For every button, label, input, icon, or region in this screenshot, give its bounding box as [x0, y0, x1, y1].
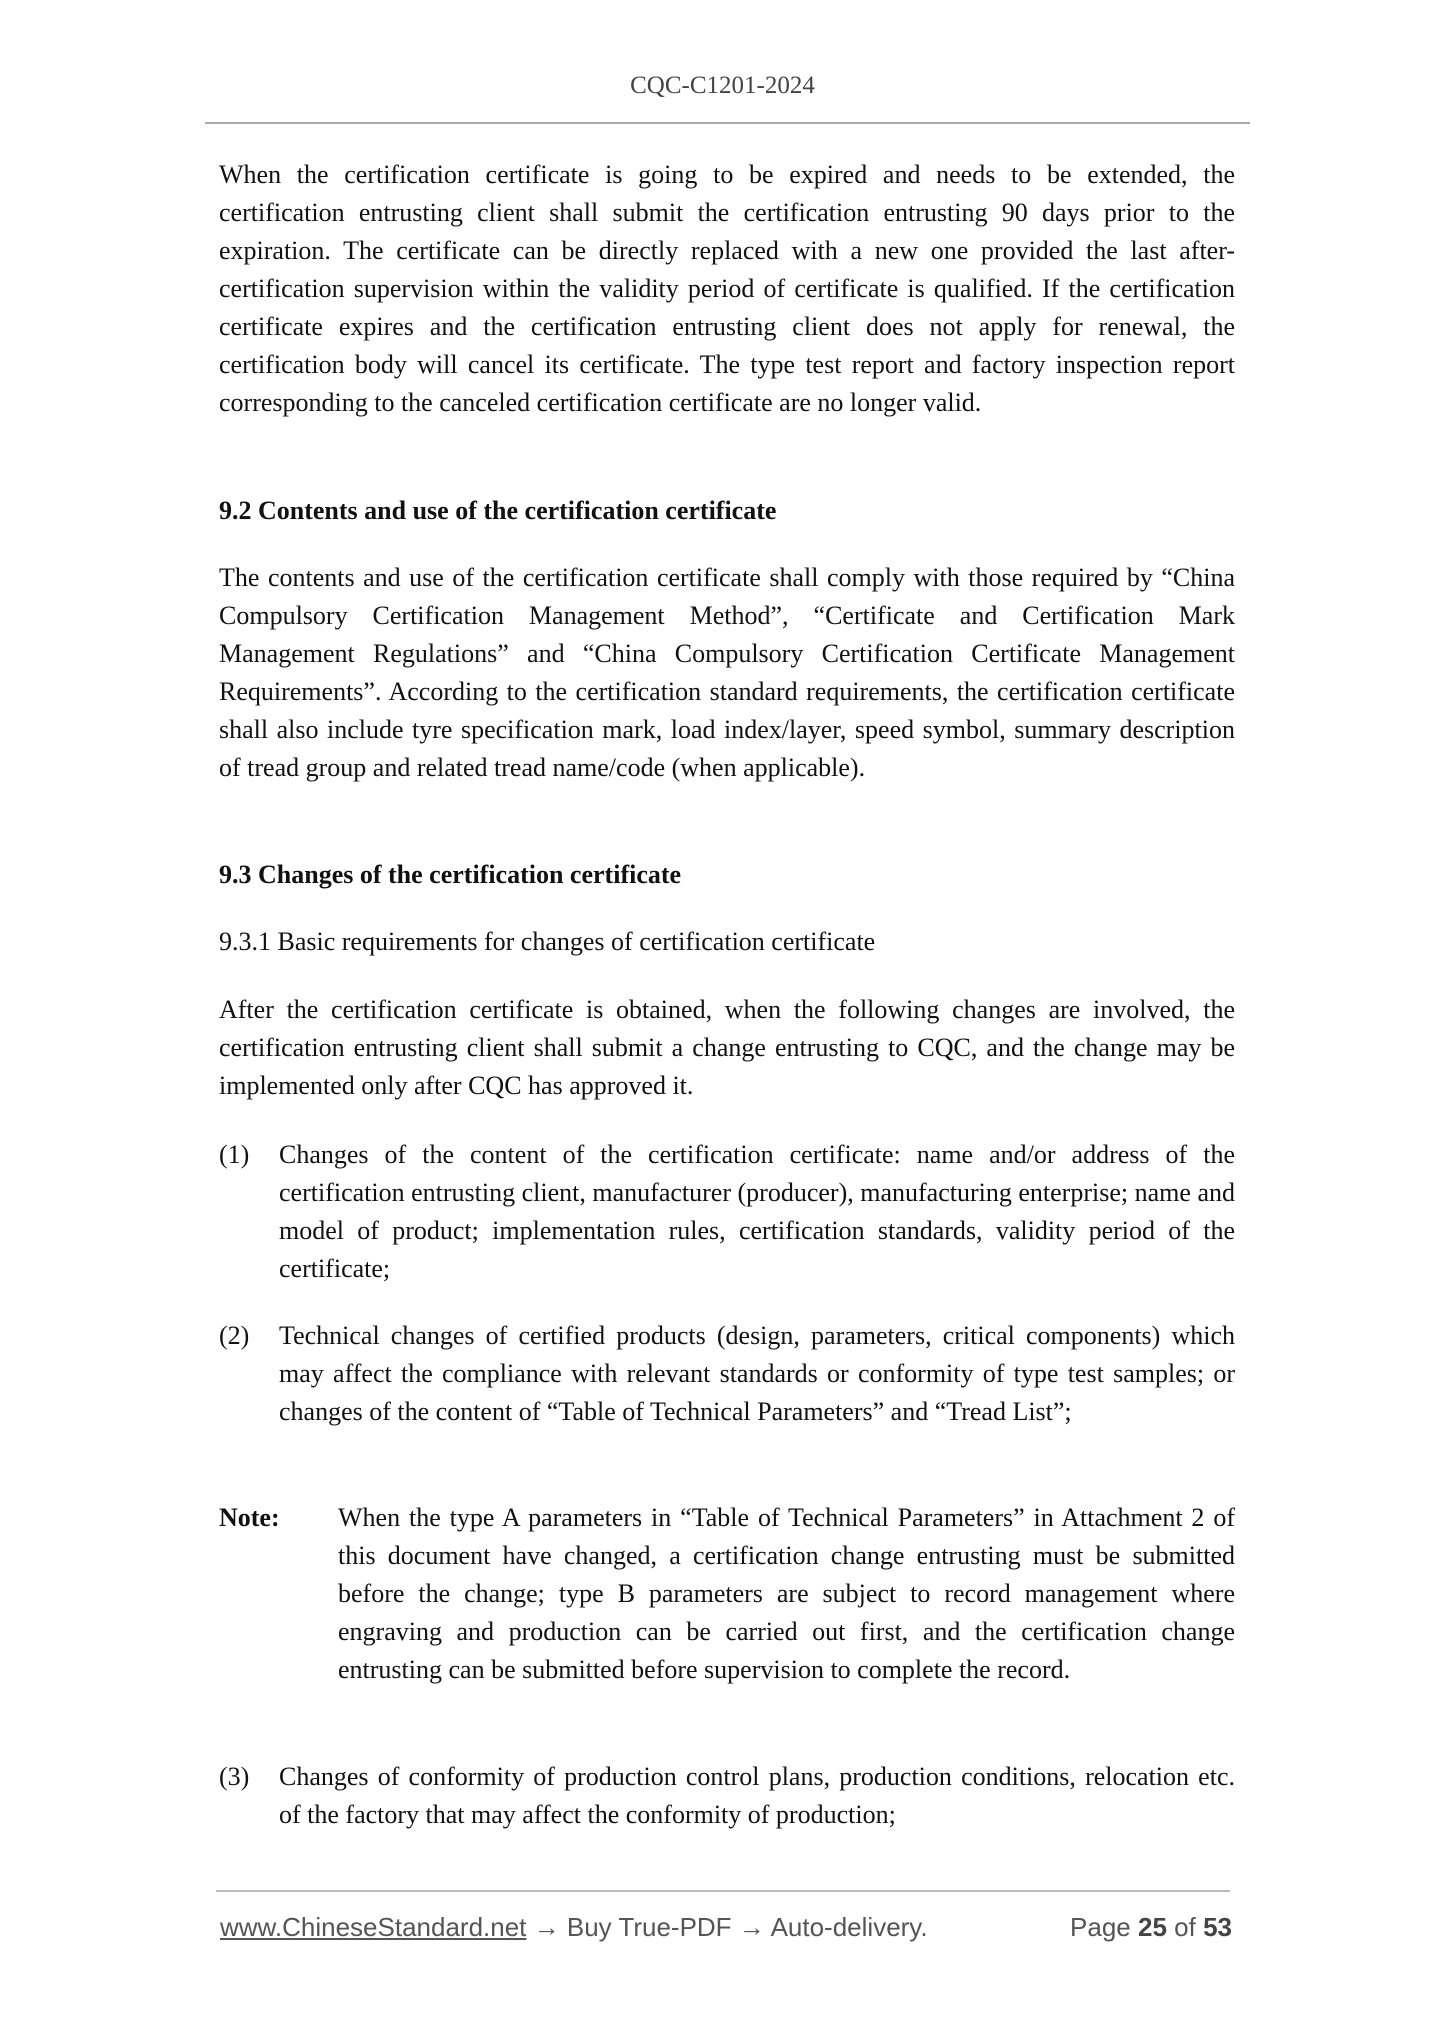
- list-item: [219, 1136, 1235, 1288]
- item-text: Changes of the content of the certification certificate: name and/or address of the certification entrusting client, manufacturer (producer), manufacturing enterprise; name and model of product; implementation rules, certification standards, validity period of the certificate;: [279, 1140, 1235, 1283]
- note-label: Note:: [219, 1503, 280, 1532]
- list-item: [219, 1758, 1235, 1834]
- heading-9-2: 9.2 Contents and use of the certification certificate: [219, 496, 777, 525]
- paragraph-contents-use: The contents and use of the certification certificate shall comply with those required by “China Compulsory Certification Management Method”, “Certificate and Certification Mark Management Regulations” and “China Compulsory Certification Certificate Management Requirements”. According to the certification standard requirements, the certification certificate shall also include tyre specification mark, load index/layer, speed symbol, summary description of tread group and related tread name/code (when applicable).: [219, 563, 1235, 782]
- heading-9-3: 9.3 Changes of the certification certificate: [219, 860, 682, 889]
- header-divider: [205, 122, 1250, 124]
- item-text: Technical changes of certified products (design, parameters, critical components) which may affect the compliance with relevant standards or conformity of type test samples; or changes of the content of “Table of Technical Parameters” and “Tread List”;: [279, 1321, 1235, 1426]
- paragraph-renewal: When the certification certificate is going to be expired and needs to be extended, the certification entrusting client shall submit the certification entrusting 90 days prior to the expiration. The certificate can be directly replaced with a new one provided the last after-certification supervision within the validity period of certificate is qualified. If the certification certificate expires and the certification entrusting client does not apply for renewal, the certification body will cancel its certificate. The type test report and factory inspection report corresponding to the canceled certification certificate are no longer valid.: [219, 160, 1235, 417]
- footer: [220, 1912, 1232, 1943]
- footer-promo: → Buy True-PDF → Auto-delivery.: [526, 1912, 928, 1942]
- website-link[interactable]: www.ChineseStandard.net: [220, 1912, 527, 1942]
- note: [219, 1499, 1235, 1689]
- document-id-header: CQC-C1201-2024: [630, 72, 815, 99]
- page-number: Page 25 of 53: [1070, 1912, 1232, 1942]
- item-label: (2): [219, 1321, 250, 1350]
- item-label: (3): [219, 1762, 250, 1791]
- list-item: [219, 1317, 1235, 1431]
- paragraph-change-intro: After the certification certificate is obtained, when the following changes are involved, the certification entrusting client shall submit a change entrusting to CQC, and the change may be implemented only after CQC has approved it.: [219, 995, 1235, 1100]
- note-text: When the type A parameters in “Table of Technical Parameters” in Attachment 2 of this document have changed, a certification change entrusting must be submitted before the change; type B parameters are subject to record management where engraving and production can be carried out first, and the certification change entrusting can be submitted before supervision to complete the record.: [338, 1503, 1235, 1684]
- item-label: (1): [219, 1140, 250, 1169]
- item-text: Changes of conformity of production control plans, production conditions, relocation etc. of the factory that may affect the conformity of production;: [279, 1762, 1235, 1829]
- footer-divider: [216, 1890, 1230, 1892]
- heading-9-3-1: 9.3.1 Basic requirements for changes of certification certificate: [219, 927, 876, 956]
